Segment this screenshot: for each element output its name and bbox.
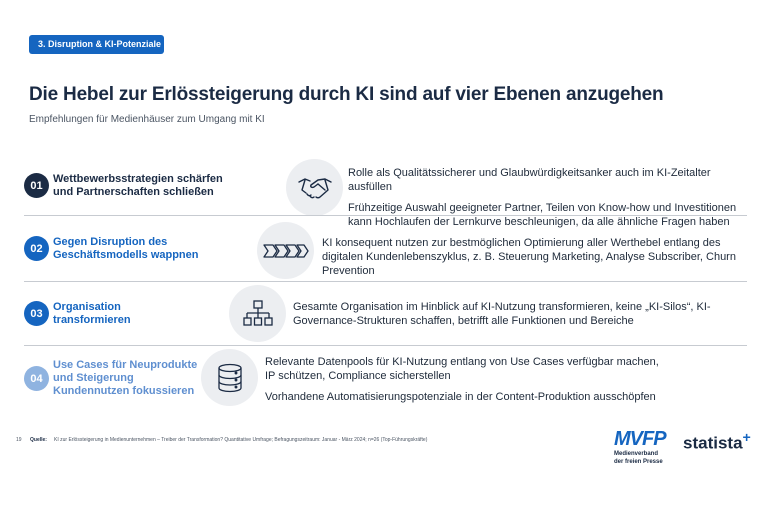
mvfp-subtitle-line: der freien Presse xyxy=(614,459,663,465)
source-text: KI zur Erlössteigerung in Medienunternehmen – Treiber der Transformation? Quantitative Umfrage; Befragungszeitraum: Januar - März 2024; n=26 (Top-Führungskräfte) xyxy=(54,437,428,443)
level-point: KI konsequent nutzen zur bestmöglichen Optimierung aller Werthebel entlang des digitalen Kundenlebenszyklus, z. B. Steuerung Marketing, Analyse Subscriber, Churn Prevention xyxy=(322,237,736,277)
level-number-badge: 02 xyxy=(24,236,49,261)
page-number: 19 xyxy=(16,437,22,443)
level-heading: Wettbewerbsstrategien schärfen und Partnerschaften schließen xyxy=(53,173,223,198)
level-number-badge: 01 xyxy=(24,173,49,198)
statista-logo xyxy=(683,430,751,454)
statista-plus: + xyxy=(742,430,751,446)
database-icon xyxy=(201,349,258,406)
org-chart-icon xyxy=(229,285,286,342)
page-subtitle: Empfehlungen für Medienhäuser zum Umgang mit KI xyxy=(29,114,265,125)
source-label: Quelle: xyxy=(30,437,47,443)
level-text xyxy=(265,355,665,411)
level-text xyxy=(348,166,748,236)
level-point: Frühzeitige Auswahl geeigneter Partner, Teilen von Know-how und Investitionen kann Hochlaufen der Lernkurve beschleunigen, da alle ähnliche Fragen haben xyxy=(348,202,737,228)
page-title: Die Hebel zur Erlössteigerung durch KI sind auf vier Ebenen anzugehen xyxy=(29,84,664,105)
divider xyxy=(24,215,747,216)
mvfp-logo xyxy=(614,429,680,466)
divider xyxy=(24,345,747,346)
level-point: Relevante Datenpools für KI-Nutzung entlang von Use Cases verfügbar machen, IP schützen, Compliance sicherstellen xyxy=(265,356,659,382)
mvfp-logo-subtitle xyxy=(614,450,680,466)
handshake-icon xyxy=(286,159,343,216)
level-text xyxy=(322,236,750,285)
level-heading: Gegen Disruption des Geschäftsmodells wappnen xyxy=(53,236,199,261)
mvfp-subtitle-line: Medienverband xyxy=(614,451,659,457)
statista-wordmark: statista xyxy=(683,433,743,453)
level-number-badge: 03 xyxy=(24,301,49,326)
level-heading: Organisation transformieren xyxy=(53,301,131,326)
level-point: Gesamte Organisation im Hinblick auf KI-Nutzung transformieren, keine „KI-Silos“, KI-Governance-Strukturen schaffen, betrifft alle Funktionen und Bereiche xyxy=(293,301,711,327)
divider xyxy=(24,281,747,282)
level-point: Rolle als Qualitätssicherer und Glaubwürdigkeitsanker auch im KI-Zeitalter ausfüllen xyxy=(348,167,711,193)
level-point: Vorhandene Automatisierungspotenziale in der Content-Produktion ausschöpfen xyxy=(265,391,656,403)
level-heading: Use Cases für Neuprodukte und Steigerung Kundennutzen fokussieren xyxy=(53,359,198,397)
section-tag: 3. Disruption & KI-Potenziale xyxy=(29,35,164,54)
level-number-badge: 04 xyxy=(24,366,49,391)
level-text xyxy=(293,300,733,335)
value-chain-icon xyxy=(257,222,314,279)
mvfp-logo-mark: MVFP xyxy=(614,428,666,450)
